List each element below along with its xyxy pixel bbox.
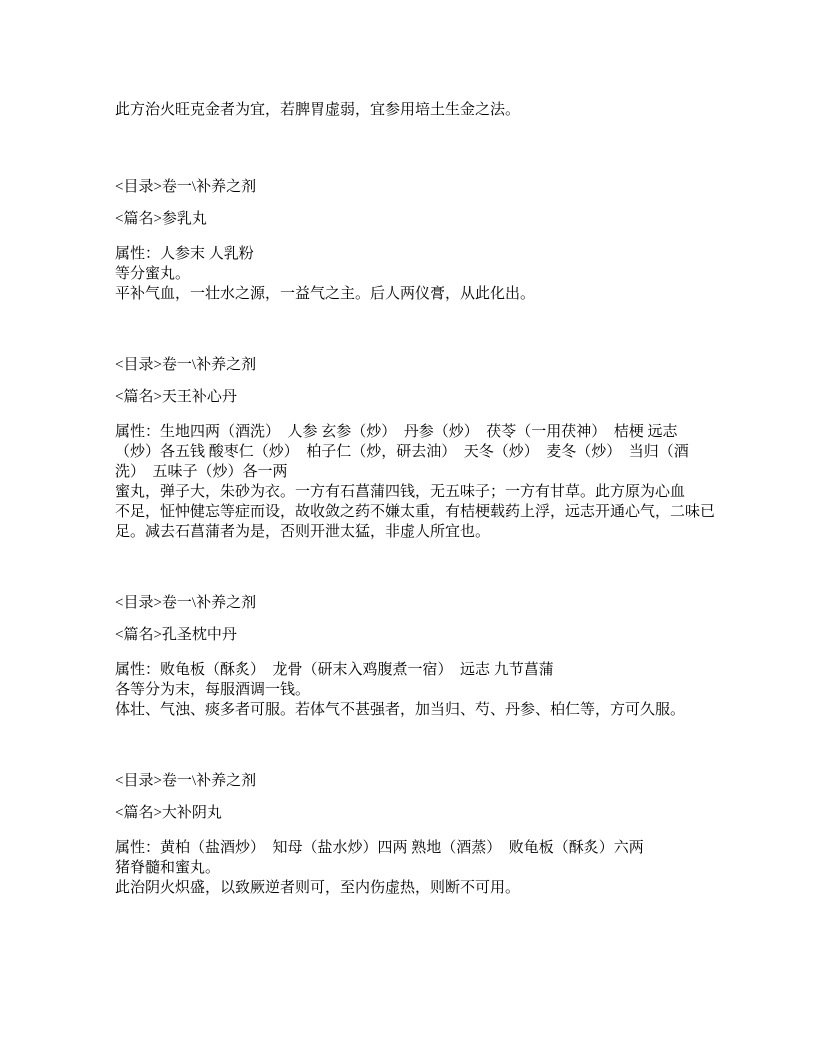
catalog-line: <目录>卷一\补养之剂 xyxy=(115,357,257,373)
body-line: 蜜丸，弹子大，朱砂为衣。一方有石菖蒲四钱，无五味子；一方有甘草。此方原为心血 xyxy=(115,484,686,500)
formula-title: <篇名>孔圣枕中丹 xyxy=(115,627,237,643)
formula-section-shenruwan xyxy=(115,177,755,304)
catalog-line: <目录>卷一\补养之剂 xyxy=(115,773,257,789)
formula-body xyxy=(115,244,755,304)
formula-title: <篇名>参乳丸 xyxy=(115,211,207,227)
body-line: 属性：败龟板（酥炙） 龙骨（研末入鸡腹煮一宿） 远志 九节菖蒲 xyxy=(115,662,554,678)
formula-body xyxy=(115,838,755,898)
intro-paragraph: 此方治火旺克金者为宜，若脾胃虚弱，宜参用培土生金之法。 xyxy=(115,102,521,118)
catalog-line: <目录>卷一\补养之剂 xyxy=(115,179,257,195)
body-line: 洗） 五味子（炒）各一两 xyxy=(115,464,288,480)
document-content xyxy=(115,100,755,898)
formula-title: <篇名>天王补心丹 xyxy=(115,389,237,405)
formula-body xyxy=(115,422,755,542)
formula-section-dabuyinwan xyxy=(115,771,755,898)
catalog-line: <目录>卷一\补养之剂 xyxy=(115,595,257,611)
formula-title: <篇名>大补阴丸 xyxy=(115,805,222,821)
formula-body xyxy=(115,660,755,720)
body-line: 属性：黄柏（盐酒炒） 知母（盐水炒）四两 熟地（酒蒸） 败龟板（酥炙）六两 xyxy=(115,840,644,856)
body-line: 猪脊髓和蜜丸。 xyxy=(115,860,221,876)
body-line: 属性：生地四两（酒洗） 人参 玄参（炒） 丹参（炒） 茯苓（一用茯神） 桔梗 远志 xyxy=(115,424,678,440)
body-line: 体壮、气浊、痰多者可服。若体气不甚强者，加当归、芍、丹参、柏仁等，方可久服。 xyxy=(115,702,686,718)
body-line: 平补气血，一壮水之源，一益气之主。后人两仪膏，从此化出。 xyxy=(115,286,536,302)
body-line: 属性：人参末 人乳粉 xyxy=(115,246,254,262)
body-line: 等分蜜丸。 xyxy=(115,266,191,282)
body-line: 此治阴火炽盛，以致厥逆者则可，至内伤虚热，则断不可用。 xyxy=(115,880,521,896)
body-line: （炒）各五钱 酸枣仁（炒） 柏子仁（炒，研去油） 天冬（炒） 麦冬（炒） 当归（酒 xyxy=(115,444,689,460)
body-line: 足。减去石菖蒲者为是，否则开泄太猛，非虚人所宜也。 xyxy=(115,524,491,540)
formula-section-tianwangbuxindan xyxy=(115,355,755,542)
formula-section-kongshengzhenzhongdan xyxy=(115,593,755,720)
body-line: 各等分为末，每服酒调一钱。 xyxy=(115,682,311,698)
body-line: 不足，怔忡健忘等症而设，故收敛之药不嫌太重，有桔梗载药上浮，远志开通心气，二味已 xyxy=(115,504,716,520)
